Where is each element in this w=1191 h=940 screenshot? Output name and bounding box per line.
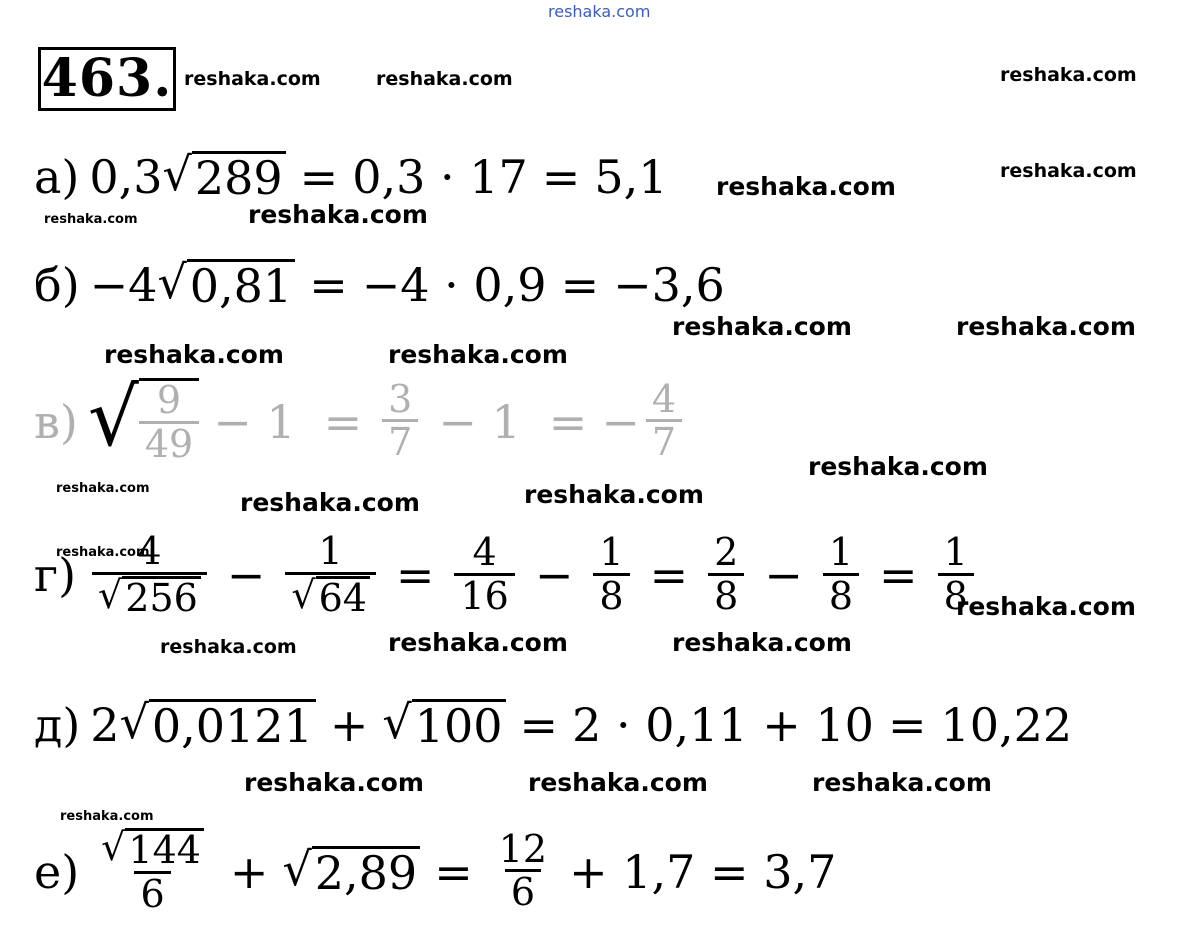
minus-g2: − xyxy=(534,548,574,603)
watermark: reshaka.com xyxy=(524,480,704,509)
frac-e2-den: 6 xyxy=(505,869,541,914)
result-a: 5,1 xyxy=(594,150,668,204)
minus-g1: − xyxy=(226,548,266,603)
radicand-d2: 100 xyxy=(412,699,506,750)
frac-g3-den: 16 xyxy=(454,573,514,618)
result-d: 10,22 xyxy=(940,698,1073,752)
watermark: reshaka.com xyxy=(388,628,568,657)
label-d: д) xyxy=(34,698,81,752)
neg-v: − xyxy=(601,394,640,449)
frac-v3-den: 7 xyxy=(646,419,682,464)
watermark: reshaka.com xyxy=(956,312,1136,341)
watermark: reshaka.com xyxy=(672,628,852,657)
equation-a xyxy=(34,147,668,206)
frac-g4-num: 1 xyxy=(599,530,624,575)
watermark: reshaka.com xyxy=(104,340,284,369)
sqrt-e: √ 2,89 xyxy=(282,846,420,897)
frac-v2-num: 3 xyxy=(388,376,413,421)
radicand-b: 0,81 xyxy=(187,259,295,310)
watermark: reshaka.com xyxy=(716,172,896,201)
watermark: reshaka.com xyxy=(240,488,420,517)
label-e: е) xyxy=(34,844,80,899)
watermark: reshaka.com xyxy=(56,481,150,496)
product-d: 2 · 0,11 + 10 xyxy=(572,698,874,752)
watermark: reshaka.com xyxy=(244,768,424,797)
eq-v1: = xyxy=(323,394,363,449)
watermark: reshaka.com xyxy=(56,545,150,560)
sqrt-a: √ 289 xyxy=(163,151,286,202)
label-b: б) xyxy=(34,258,80,312)
sqrt-b: √ 0,81 xyxy=(157,259,295,310)
frac-g6-num: 1 xyxy=(828,530,854,575)
problem-number: 463. xyxy=(38,47,176,111)
eq-g3: = xyxy=(879,548,918,603)
watermark: reshaka.com xyxy=(160,636,297,658)
equation-d xyxy=(34,695,1073,754)
frac-g4-den: 8 xyxy=(593,573,629,618)
frac-v3-num: 4 xyxy=(651,376,677,421)
eq-v2: = xyxy=(548,394,588,449)
frac-g1-num: 4 xyxy=(137,529,162,573)
sqrt-d1: √ 0,0121 xyxy=(120,699,316,750)
eq-b1: = xyxy=(309,258,348,312)
watermark: reshaka.com xyxy=(956,592,1136,621)
watermark: reshaka.com xyxy=(60,809,154,824)
watermark: reshaka.com xyxy=(812,768,992,797)
minus-g3: − xyxy=(764,548,803,603)
watermark: reshaka.com xyxy=(808,452,988,481)
watermark: reshaka.com xyxy=(1000,160,1137,182)
frac-g1-den: 256 xyxy=(122,576,201,619)
frac-e2-num: 12 xyxy=(498,826,548,871)
label-v: в) xyxy=(34,394,78,449)
watermark: reshaka.com xyxy=(376,68,513,90)
eq-e1: = xyxy=(434,844,473,899)
product-a: 0,3 · 17 xyxy=(352,150,528,204)
equation-b xyxy=(34,255,725,314)
frac-g7-den: 8 xyxy=(938,573,974,618)
frac-e1-den: 6 xyxy=(134,871,170,916)
minus-v1: − 1 xyxy=(213,394,296,449)
result-e: + 1,7 = 3,7 xyxy=(569,844,837,899)
watermark: reshaka.com xyxy=(44,212,138,227)
eq-b2: = xyxy=(560,258,600,312)
watermark: reshaka.com xyxy=(248,200,428,229)
eq-a1: = xyxy=(299,150,339,204)
watermark: reshaka.com xyxy=(672,312,852,341)
watermark: reshaka.com xyxy=(388,340,568,369)
equation-e: е) √ 144 6 + √ 2,89 = $\frac{12}{6}$ + 1,7 = 3,7 xyxy=(34,825,837,916)
label-a: а) xyxy=(34,150,80,204)
eq-g1: = xyxy=(395,548,435,603)
frac-g6-den: 8 xyxy=(823,573,859,618)
radicand-d1: 0,0121 xyxy=(149,699,316,750)
watermark: reshaka.com xyxy=(184,68,321,90)
equation-v xyxy=(34,371,688,466)
sqrt-d2: √ 100 xyxy=(382,699,505,750)
radicand-a: 289 xyxy=(192,151,286,202)
frac-g2-den: 64 xyxy=(316,576,370,619)
eq-g2: = xyxy=(649,548,689,603)
frac-g2-num: 1 xyxy=(318,529,343,573)
coef-b: −4 xyxy=(89,258,158,312)
eq-a2: = xyxy=(541,150,581,204)
frac-v2-den: 7 xyxy=(382,419,418,464)
frac-g5-num: 2 xyxy=(714,530,739,575)
frac-v1-num: 9 xyxy=(156,378,182,422)
frac-v1-den: 49 xyxy=(139,421,199,466)
frac-g7-num: 1 xyxy=(943,530,968,575)
plus-d: + xyxy=(329,698,369,752)
plus-e: + xyxy=(229,844,269,899)
sqrt-v: √ $\frac{9}{49}$ xyxy=(88,378,199,466)
eq-d2: = xyxy=(887,698,927,752)
minus-v2: − 1 xyxy=(438,394,521,449)
frac-g3-num: 4 xyxy=(472,530,497,575)
result-b: −3,6 xyxy=(613,258,725,312)
frac-g5-den: 8 xyxy=(708,573,744,618)
product-b: −4 · 0,9 xyxy=(361,258,547,312)
eq-d1: = xyxy=(519,698,559,752)
frac-e1-num: 144 xyxy=(125,828,204,871)
label-g: г) xyxy=(34,548,77,603)
watermark: reshaka.com xyxy=(1000,64,1137,86)
watermark: reshaka.com xyxy=(528,768,708,797)
equation-g: г) 4 √ 256 − 1 √ 64 = $\frac{4}{16}$ − $\frac{1}{8}$ = $\frac{2}{8}$ − $\frac{1}{8}$ = $\frac{1}{8}$ xyxy=(34,532,980,619)
radicand-e: 2,89 xyxy=(312,846,420,897)
coef-d: 2 xyxy=(90,698,120,752)
site-header[interactable]: reshaka.com xyxy=(548,2,651,21)
coef-a: 0,3 xyxy=(89,150,163,204)
